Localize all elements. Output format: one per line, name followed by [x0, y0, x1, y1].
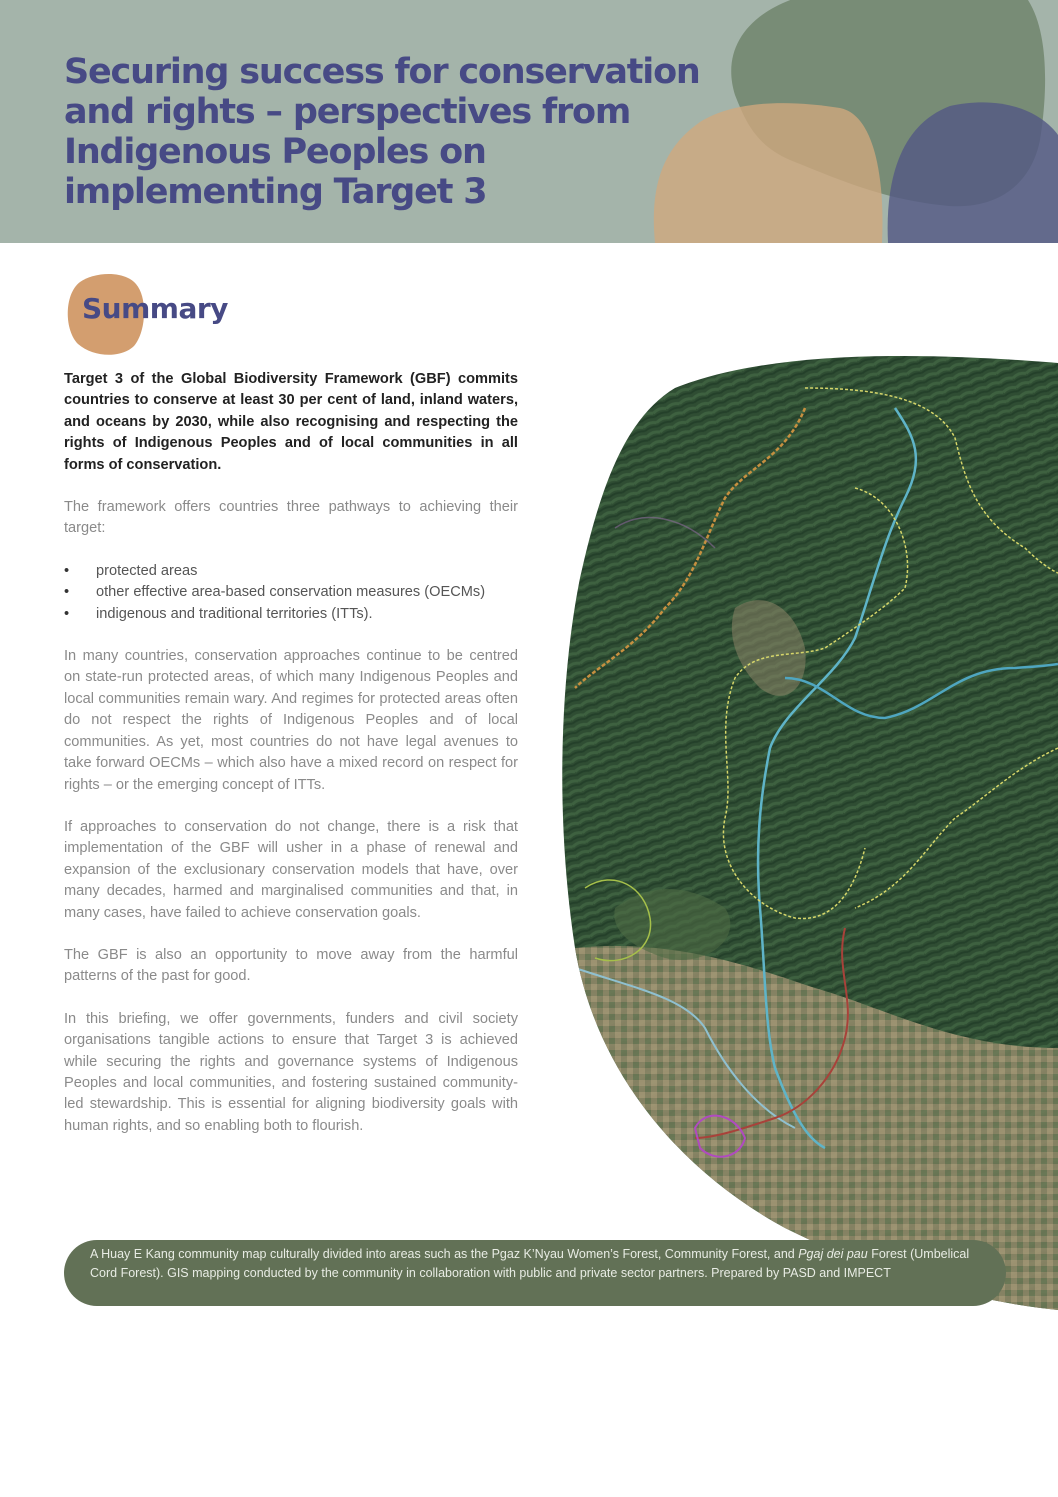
community-map-image [555, 348, 1058, 1310]
list-item [64, 582, 518, 603]
page-title: Securing success for conservation and rights – perspectives from Indigenous Peoples on implementing Target 3 [64, 52, 700, 212]
list-item [64, 604, 518, 625]
body-paragraph: In many countries, conservation approaches continue to be centred on state-run protected areas, of which many Indigenous Peoples and local communities remain wary. And regimes for protected areas often do not respect the rights of Indigenous Peoples and of local communities. As yet, most countries do not have legal avenues to take forward OECMs – which also have a mixed record on respect for rights – or the emerging concept of ITTs. [64, 648, 518, 793]
body-paragraph: The GBF is also an opportunity to move away from the harmful patterns of the past for good. [64, 946, 518, 985]
caption-text-end: Forest (Umbelical Cord Forest). GIS mapping conducted by the community in collaboration with public and private sector partners. Prepared by PASD and IMPECT [90, 1247, 970, 1280]
bullet-icon: • [64, 584, 70, 601]
summary-heading: Summary [82, 292, 228, 325]
bullet-icon: • [64, 562, 70, 579]
list-item-text: other effective area-based conservation measures (OECMs) [96, 584, 486, 601]
pathways-list [64, 561, 518, 625]
list-item-text: indigenous and traditional territories (ITTs). [96, 605, 373, 622]
satellite-map-icon [555, 348, 1058, 1310]
list-item [64, 561, 518, 582]
caption-italic-term: Pgaj dei pau [798, 1247, 868, 1261]
list-item-text: protected areas [96, 562, 198, 579]
body-paragraph: If approaches to conservation do not change, there is a risk that implementation of the GBF will usher in a phase of renewal and expansion of the exclusionary conservation models that have, over many decades, harmed and marginalised communities and that, in many cases, have failed to achieve conservation goals. [64, 818, 518, 921]
map-caption [64, 1240, 1006, 1306]
body-paragraph: In this briefing, we offer governments, funders and civil society organisations tangible actions to ensure that Target 3 is achieved while securing the rights and governance systems of Indigenous Peoples and local communities, and fostering sustained community-led stewardship. This is essential for aligning biodiversity goals with human rights, and so enabling both to flourish. [64, 1010, 518, 1134]
summary-heading-block [64, 272, 264, 358]
summary-text-column [64, 369, 518, 1137]
caption-text-start: A Huay E Kang community map culturally divided into areas such as the Pgaz K’Nyau Women’s Forest, Community Forest, and [90, 1247, 799, 1261]
lead-paragraph: Target 3 of the Global Biodiversity Framework (GBF) commits countries to conserve at least 30 per cent of land, inland waters, and oceans by 2030, while also recognising and respecting the rights of Indigenous Peoples and of local communities in all forms of conservation. [64, 371, 518, 473]
intro-paragraph: The framework offers countries three pathways to achieving their target: [64, 499, 518, 537]
bullet-icon: • [64, 605, 70, 622]
header-banner [0, 0, 1058, 243]
